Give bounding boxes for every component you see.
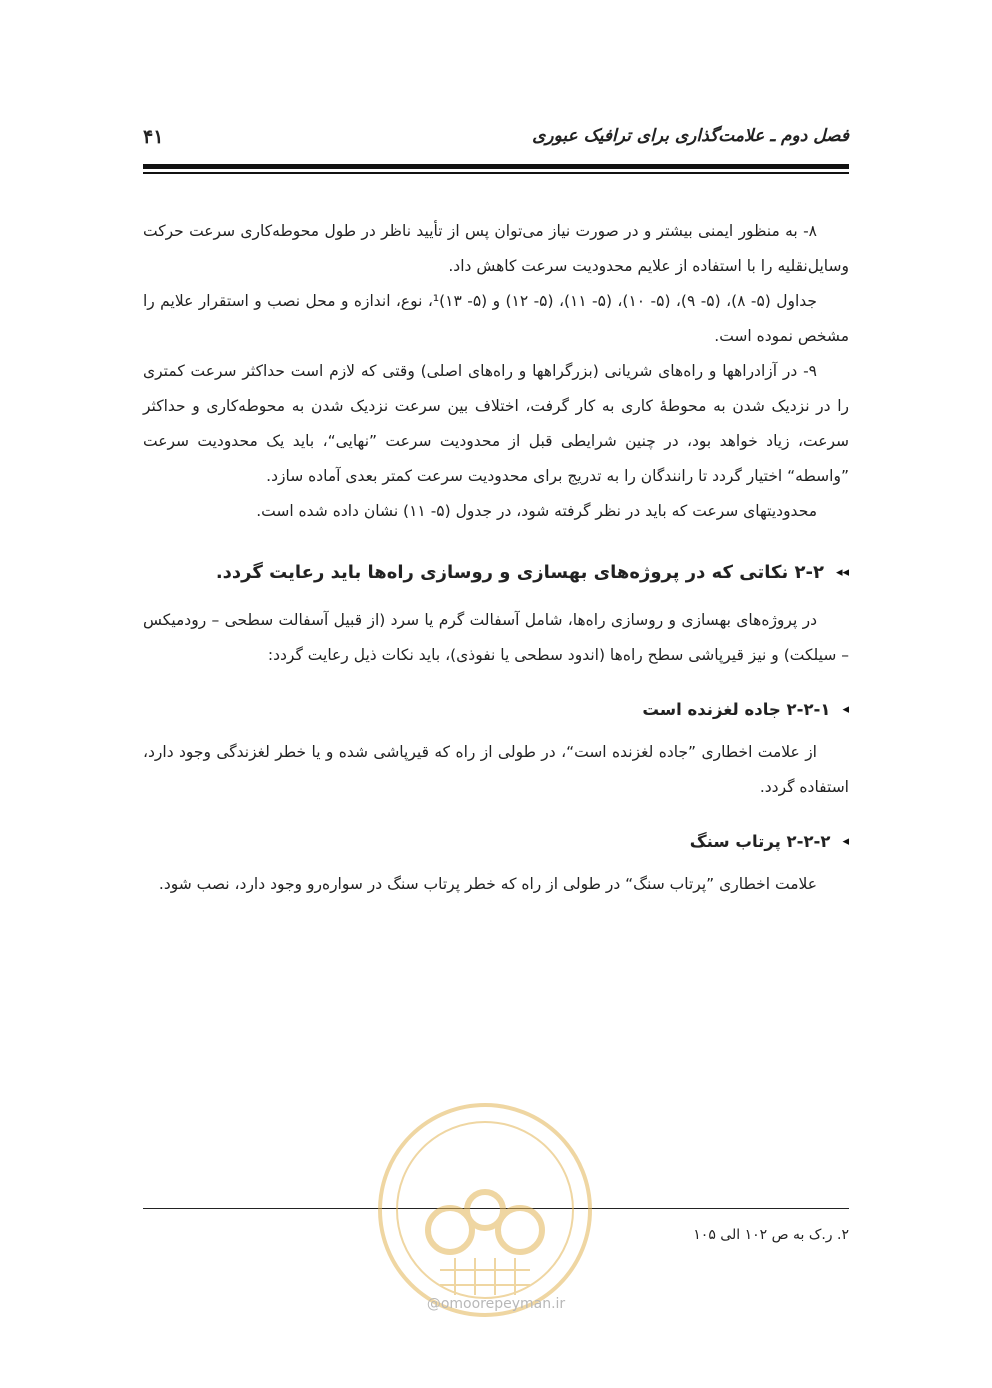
- header-rule-thick: [143, 164, 849, 169]
- double-arrow-icon: ◂◂: [835, 565, 849, 580]
- subsection-paragraph-2: علامت اخطاری ”پرتاب سنگ“ در طولی از راه که خطر پرتاب سنگ در سواره‌رو وجود دارد، نصب شود.: [158, 875, 817, 893]
- chapter-title: فصل دوم ـ علامت‌گذاری برای ترافیک عبوری: [532, 126, 849, 146]
- watermark-logo-icon: [365, 1090, 605, 1330]
- subsection-heading-text: ۲-۲-۱ جاده لغزنده است: [642, 700, 831, 719]
- footnote: ۲. ر.ک به ص ۱۰۲ الی ۱۰۵: [693, 1227, 849, 1243]
- watermark-text: @omoorepeyman.ir: [426, 1296, 566, 1312]
- subsection-paragraph-1: از علامت اخطاری ”جاده لغزنده است“، در طولی از راه که قیرپاشی شده و یا خطر لغزندگی وجود دارد، استفاده گردد.: [143, 743, 849, 796]
- page-number: ۴۱: [143, 126, 164, 148]
- paragraph-9: ۹- در آزادراهها و راه‌های شریانی (بزرگراهها و راه‌های اصلی) وقتی که لازم است حداکثر سرعت کمتری را در نزدیک شدن به محوطهٔ کاری به کار گرفت، اختلاف بین سرعت نزدیک شدن به محوطه‌کاری و حداکثر سرعت، زیاد خواهد بود، در چنین شرایطی قبل از محدودیت سرعت ”نهایی“، باید یک محدودیت سرعت ”واسطه“ اختیار گردد تا رانندگان را به تدریج برای محدودیت سرعت کمتر بعدی آماده سازد.: [143, 362, 849, 485]
- subsection-heading-2: [143, 827, 849, 857]
- paragraph-limits: محدودیتهای سرعت که باید در نظر گرفته شود، در جدول (۵- ۱۱) نشان داده شده است.: [256, 502, 817, 520]
- section-heading: [143, 557, 849, 589]
- subsection-heading-1: [143, 695, 849, 725]
- page-header: [143, 126, 849, 162]
- paragraph-tables: جداول (۵- ۸)، (۵- ۹)، (۵- ۱۰)، (۵- ۱۱)، (۵- ۱۲) و (۵- ۱۳)¹، نوع، اندازه و محل نصب و استقرار علایم را مشخص نموده است.: [143, 292, 849, 345]
- subsection-heading-text: ۲-۲-۲ پرتاب سنگ: [689, 832, 831, 851]
- section-intro: در پروژه‌های بهسازی و روسازی راه‌ها، شامل آسفالت گرم یا سرد (از قبیل آسفالت سطحی – رودمیکس – سیلکت) و نیز قیرپاشی سطح راه‌ها (اندود سطحی یا نفوذی)، باید نکات ذیل رعایت گردد:: [143, 611, 849, 664]
- page-body: [143, 214, 849, 902]
- paragraph-8: ۸- به منظور ایمنی بیشتر و در صورت نیاز می‌توان پس از تأیید ناظر در طول محوطه‌کاری سرعت حرکت وسایل‌نقلیه را با استفاده از علایم محدودیت سرعت کاهش داد.: [143, 222, 849, 275]
- section-heading-text: ۲-۲ نکاتی که در پروژه‌های بهسازی و روسازی راه‌ها باید رعایت گردد.: [215, 562, 824, 583]
- header-rule-thin: [143, 172, 849, 174]
- arrow-icon: ◂: [842, 702, 849, 717]
- arrow-icon: ◂: [842, 834, 849, 849]
